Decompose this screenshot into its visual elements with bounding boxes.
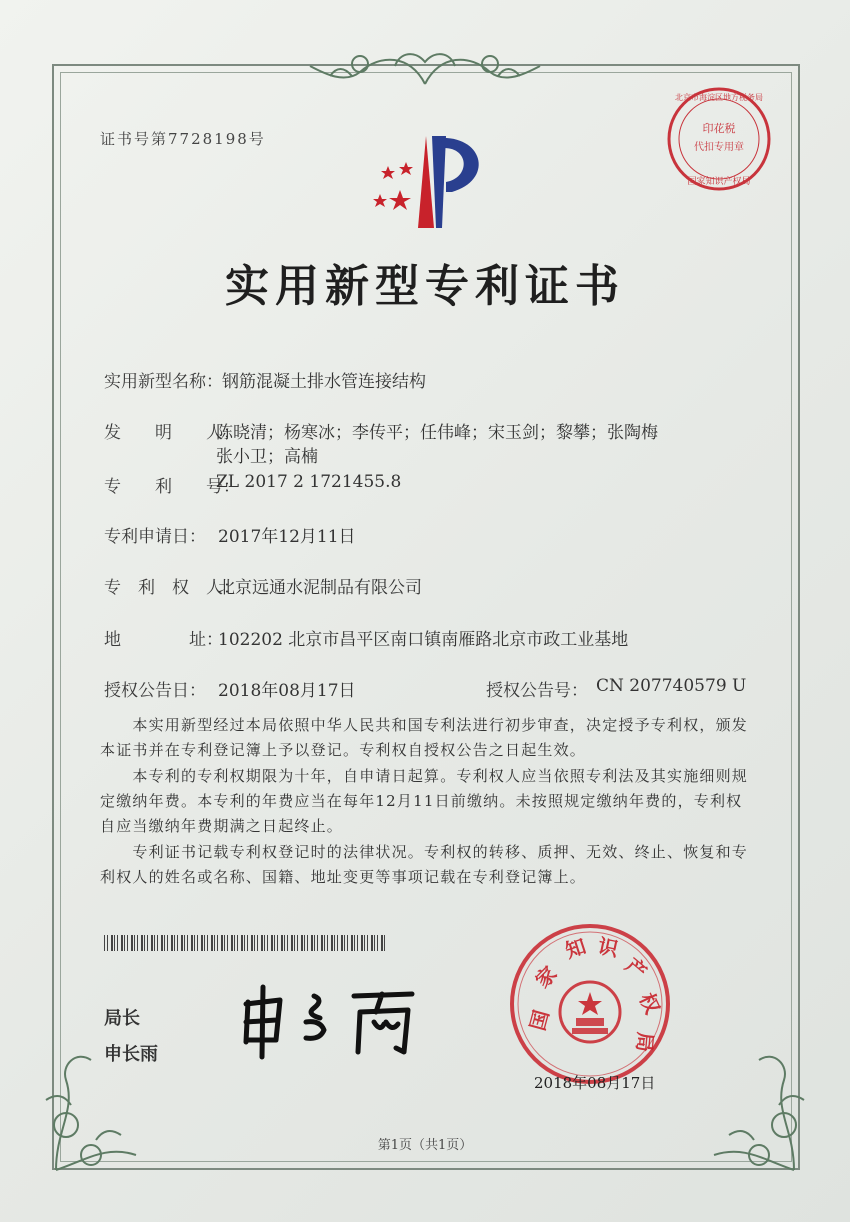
tax-stamp: [664, 84, 774, 194]
patentee-value: 北京远通水泥制品有限公司: [218, 578, 422, 598]
patentee-label: 专 利 权 人：: [104, 578, 240, 598]
svg-text:识: 识: [595, 933, 621, 962]
grant-number-value: CN 207740579 U: [596, 676, 747, 696]
patent-office-logo: [366, 132, 496, 232]
svg-text:国: 国: [525, 1007, 554, 1034]
svg-text:知: 知: [562, 933, 589, 963]
barcode: [104, 935, 386, 951]
paragraph-2-line-3: 自应当缴纳年费期满之日起终止。: [100, 817, 344, 835]
paragraph-3-line-2: 利权人的姓名或名称、国籍、地址变更等事项记载在专利登记簿上。: [100, 868, 587, 886]
paragraph-1-line-1: 本实用新型经过本局依照中华人民共和国专利法进行初步审查，决定授予专利权，颁发: [100, 716, 749, 734]
utility-model-name-label: 实用新型名称：: [104, 372, 223, 392]
application-date-value: 2017年12月11日: [218, 527, 356, 547]
page-footer: 第1页（共1页）: [377, 1138, 473, 1153]
tax-stamp-outer: 北京市海淀区地方税务局: [675, 93, 763, 102]
paragraph-1-line-2: 本证书并在专利登记簿上予以登记。专利权自授权公告之日起生效。: [100, 741, 587, 759]
paragraph-2-line-1: 本专利的专利权期限为十年，自申请日起算。专利权人应当依照专利法及其实施细则规: [100, 767, 749, 785]
certificate-title: 实用新型专利证书: [225, 261, 625, 312]
paragraph-1: [100, 713, 780, 763]
patent-number-value: ZL 2017 2 1721455.8: [216, 472, 402, 492]
handwritten-signature: [236, 982, 436, 1062]
paragraph-2: [100, 764, 780, 839]
bottom-right-ornament: [694, 1030, 814, 1180]
certificate-number: 证书号第7728198号: [100, 130, 266, 148]
grant-date-label: 授权公告日：: [104, 681, 206, 701]
signatory-title: 局长: [104, 1008, 140, 1029]
official-seal: [508, 922, 672, 1086]
address-value: 102202 北京市昌平区南口镇南雁路北京市政工业基地: [218, 630, 629, 650]
svg-text:权: 权: [634, 989, 665, 1018]
inventors-value-line2: 张小卫；高楠: [216, 447, 318, 467]
paragraph-2-line-2: 定缴纳年费。本专利的年费应当在每年12月11日前缴纳。未按照规定缴纳年费的，专利权: [100, 792, 743, 810]
svg-text:局: 局: [631, 1031, 658, 1054]
paragraph-3-line-1: 专利证书记载专利权登记时的法律状况。专利权的转移、质押、无效、终止、恢复和专: [100, 843, 749, 861]
inventors-label: 发 明 人：: [104, 423, 240, 443]
signatory-name: 申长雨: [104, 1044, 158, 1065]
tax-stamp-bottom: 国家知识产权局: [687, 177, 751, 187]
top-ornament: [300, 44, 550, 94]
grant-date-value: 2018年08月17日: [218, 681, 356, 701]
tax-stamp-inner-1: 印花税: [702, 122, 736, 135]
tax-stamp-inner-2: 代扣专用章: [694, 142, 744, 153]
utility-model-name-value: 钢筋混凝土排水管连接结构: [222, 372, 426, 392]
application-date-label: 专利申请日：: [104, 527, 206, 547]
svg-text:家: 家: [530, 961, 562, 993]
svg-text:产: 产: [620, 952, 652, 985]
inventors-value-line1: 陈晓清；杨寒冰；李传平；任伟峰；宋玉剑；黎攀；张陶梅: [216, 423, 658, 443]
seal-date: 2018年08月17日: [534, 1074, 656, 1092]
paragraph-3: [100, 840, 780, 890]
patent-number-label: 专 利 号：: [104, 477, 240, 497]
address-label: 地 址：: [104, 630, 223, 650]
grant-number-label: 授权公告号：: [486, 681, 588, 701]
